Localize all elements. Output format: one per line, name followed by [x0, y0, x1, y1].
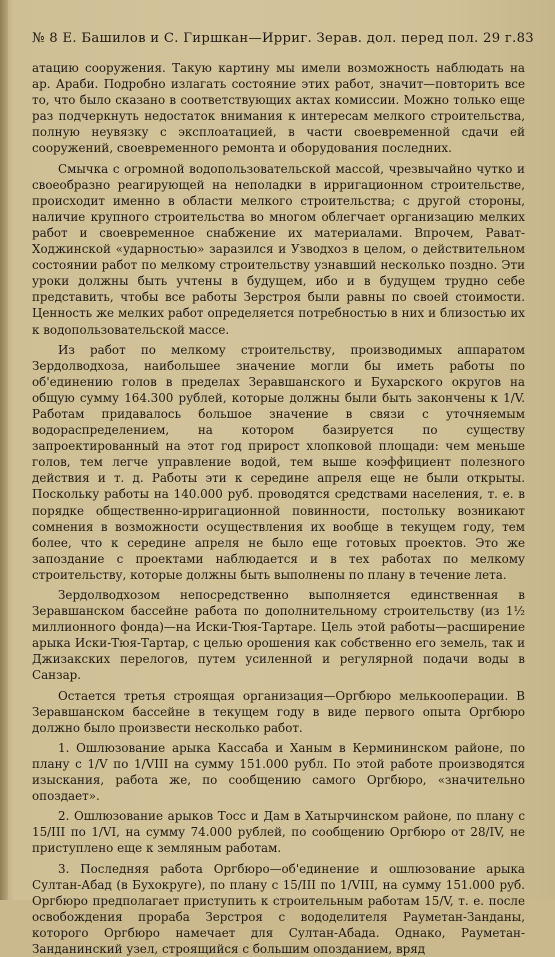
paragraph-5: Остается третья строящая организация—Оргбюро мелькооперации. В Зеравшанском бассейне в текущем году в виде первого опыта Оргбюро должно было произвести несколько работ. [32, 688, 525, 736]
paragraph-7: 2. Ошлюзование арыков Тосс и Дам в Хатырчинском районе, по плану с 15/III по 1/VI, на сумму 74.000 рублей, по сообщению Оргбюро от 28/IV, не приступлено еще к земляным работам. [32, 808, 525, 856]
page-number: 83 [517, 30, 534, 48]
header-title: № 8 Е. Башилов и С. Гиршкан—Ирриг. Зерав. дол. перед пол. 29 г. [32, 30, 517, 48]
paragraph-4: Зердолводхозом непосредственно выполняется единственная в Зеравшанском бассейне работа по дополнительному строительству (из 1½ миллионного фонда)—на Иски-Тюя-Тартаре. Цель этой работы—расширение арыка Иски-Тюя-Тартар, с целью орошения как собственно его земель, так и Джизакских перелогов, путем усиленной и регулярной подачи воды в Санзар. [32, 587, 525, 684]
paragraph-2: Смычка с огромной водопользовательской массой, чрезвычайно чутко и своеобразно реагирующей на неполадки в ирригационном строительстве, происходит именно в области мелкого строительства; с другой стороны, наличие крупного строительства во многом облегчает организацию мелких работ и своевременное снабжение их материалами. Впрочем, Рават-Ходжинской «ударностью» заразился и Узводхоз в целом, о действительном состоянии работ по мелкому строительству узнавший несколько поздно. Эти уроки должны быть учтены в будущем, ибо и в будущем трудно себе представить, чтобы все работы Зерстроя были равны по своей стоимости. Ценность же мелких работ определяется потребностью в них и близостью их к водопользовательской массе. [32, 161, 525, 338]
paragraph-8: 3. Последняя работа Оргбюро—об'единение и ошлюзование арыка Султан-Абад (в Бухокруге), по плану с 15/III по 1/VIII, на сумму 151.000 руб. Оргбюро предполагает приступить к строительным работам 15/V, т. е. после освобождения прораба Зерстроя с вододелителя Рауметан-Занданы, которого Оргбюро намечает для Султан-Абада. Однако, Рауметан-Занданинский узел, строящийся с большим опозданием, вряд [32, 861, 525, 957]
paragraph-3: Из работ по мелкому строительству, производимых аппаратом Зердолводхоза, наибольшее значение могли бы иметь работы по об'единению голов в пределах Зеравшанского и Бухарского округов на общую сумму 164.300 рублей, которые должны были быть закончены к 1/V. Работам придавалось большое значение в связи с уточняемым водораспределением, на котором базируется по существу запроектированный на этот год прирост хлопковой площади: чем меньше голов, тем легче управление водой, тем выше коэффициент полезного действия и т. д. Работы эти к середине апреля еще не были открыты. Поскольку работы на 140.000 руб. проводятся средствами населения, т. е. в порядке общественно-ирригационной повинности, постольку возникают сомнения в возможности осуществления их вообще в текущем году, тем более, что к середине апреля не было еще готовых проектов. Это же запоздание с проектами наблюдается и в тех работах по мелкому строительству, которые должны быть выполнены по плану в течение лета. [32, 342, 525, 583]
running-header [32, 30, 525, 48]
book-spine-shadow [0, 0, 8, 900]
paragraph-1: атацию сооружения. Такую картину мы имели возможность наблюдать на ар. Араби. Подробно излагать состояние этих работ, значит—повторить все то, что было сказано в соответствующих актах комиссии. Можно только еще раз подчеркнуть недостаток внимания к интересам мелкого строительства, полную неувязку с эксплоатацией, в части своевременной сдачи ей сооружений, своевременного ремонта и оборудования последних. [32, 60, 525, 157]
body-text [32, 60, 525, 957]
paragraph-6: 1. Ошлюзование арыка Кассаба и Ханым в Кермининском районе, по плану с 1/V по 1/VIII на сумму 151.000 рубл. По этой работе производятся изыскания, работа же, по сообщению самого Оргбюро, «значительно опоздает». [32, 740, 525, 804]
